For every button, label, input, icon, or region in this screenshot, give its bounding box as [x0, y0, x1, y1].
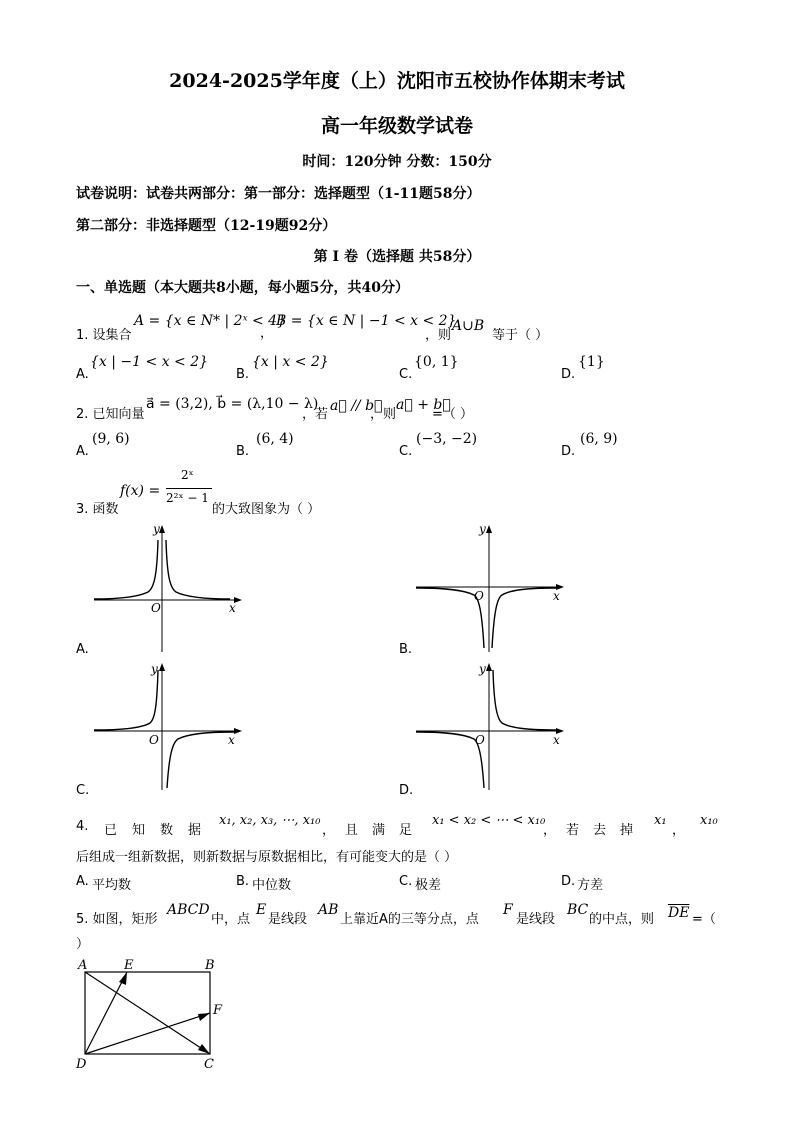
- q1-option-a-value: {x | −1 < x < 2}: [90, 354, 209, 370]
- q3-graph-b: [412, 520, 572, 655]
- q3-graph-b-x-label: x: [553, 589, 560, 603]
- q3-graph-d-right-branch: [493, 670, 557, 730]
- q3-graph-d-y-arrow: [486, 663, 492, 671]
- q5-label-b: B: [205, 958, 215, 973]
- q4-option-b-value: 中位数: [252, 878, 292, 893]
- q2-option-a-value: (9, 6): [92, 431, 130, 447]
- q3-graph-a-right-branch: [166, 540, 230, 599]
- q4-data-list: x₁, x₂, x₃, ⋯, x₁₀: [219, 813, 321, 828]
- q4-x10: x₁₀: [700, 813, 718, 828]
- q2-option-c-value: (−3, −2): [416, 431, 478, 447]
- q3-graph-a: [90, 520, 250, 655]
- q3-graph-b-y-label: y: [479, 522, 486, 536]
- q5-label-c: C: [204, 1057, 214, 1072]
- q2-option-b-value: (6, 4): [256, 431, 294, 447]
- q5-mid-1: 中，点: [211, 912, 251, 927]
- q4-option-a-value: 平均数: [92, 878, 132, 893]
- q5-label-a: A: [78, 958, 88, 973]
- q3-graph-d-left-branch: [416, 732, 484, 788]
- q3-graph-b-label: B.: [399, 642, 413, 657]
- exam-subtitle: 高一年级数学试卷: [320, 115, 473, 137]
- q2-prefix: 2. 已知向量: [76, 407, 145, 422]
- q3-suffix: 的大致图象为（ ）: [212, 502, 321, 517]
- q1-option-b-value: {x | x < 2}: [252, 354, 329, 370]
- q5-rectangle-figure: [74, 954, 234, 1074]
- q5-segment-bc: BC: [567, 902, 589, 918]
- q2-option-c-label: C.: [399, 444, 413, 459]
- q2-then: ，则: [370, 407, 397, 422]
- time-info: 时间：120分钟 分数：150分: [302, 154, 492, 170]
- q4-order-cond: x₁ < x₂ < ⋯ < x₁₀: [432, 813, 546, 828]
- q5-segment-df: [85, 1013, 210, 1054]
- q5-mid-3: 上靠近A的三等分点，点: [340, 912, 479, 927]
- q3-graph-a-left-branch: [94, 540, 158, 599]
- q1-option-c-value: {0, 1}: [414, 354, 459, 370]
- q5-mid-4: 是线段: [516, 912, 556, 927]
- q1-suffix: 等于（ ）: [492, 328, 549, 343]
- q1-prefix: 1. 设集合: [76, 328, 132, 343]
- q4-word-13: 掉: [620, 823, 634, 838]
- q1-then: ，则: [425, 328, 452, 343]
- q5-suffix: =（: [692, 912, 716, 927]
- q2-parallel-cond: a⃗ // b⃗: [330, 398, 383, 414]
- q5-label-e: E: [124, 958, 134, 973]
- q2-option-d-label: D.: [561, 444, 576, 459]
- q1-option-d-label: D.: [561, 367, 576, 382]
- q1-set-b: B = {x ∈ N | −1 < x < 2}: [276, 313, 457, 329]
- q1-comma: ，: [260, 326, 274, 341]
- q2-vectors: a⃗ = (3,2), b⃗ = (λ,10 − λ): [146, 396, 319, 412]
- q4-word-6: ，: [322, 823, 336, 838]
- q4-option-b-label: B.: [236, 874, 250, 889]
- q3-graph-a-origin: O: [151, 601, 161, 615]
- q3-graph-b-origin: O: [474, 589, 484, 603]
- q1-option-a-label: A.: [76, 367, 89, 382]
- q3-graph-b-y-arrow: [486, 525, 492, 533]
- q3-denominator: 2²ˣ − 1: [166, 491, 209, 505]
- q4-word-1: 4.: [76, 819, 89, 834]
- q3-graph-c-x-label: x: [228, 733, 235, 747]
- q3-graph-d-origin: O: [475, 733, 485, 747]
- section-one-heading: 一、单选题（本大题共8小题，每小题5分，共40分）: [76, 280, 409, 296]
- q4-x1: x₁: [654, 813, 667, 828]
- q4-word-11: 若: [566, 823, 580, 838]
- q5-arrowhead-c: [198, 1044, 210, 1054]
- q3-graph-d: [412, 660, 572, 795]
- q3-graph-a-y-arrow: [159, 525, 165, 533]
- q2-option-d-value: (6, 9): [580, 431, 618, 447]
- q5-label-d: D: [76, 1057, 87, 1072]
- q5-arrowhead-e: [119, 972, 127, 985]
- q5-arrowhead-f: [198, 1013, 210, 1021]
- q5-segment-ac: [85, 972, 210, 1054]
- q1-set-a: A = {x ∈ N* | 2ˣ < 4}: [134, 313, 286, 329]
- q3-graph-d-y-label: y: [479, 662, 486, 676]
- q5-line-2: ）: [76, 937, 90, 952]
- q4-word-8: 满: [372, 823, 386, 838]
- q2-sum-expr: a⃗ + b⃗: [396, 397, 451, 413]
- q5-point-f: F: [503, 902, 513, 918]
- q3-graph-d-label: D.: [399, 783, 414, 798]
- q5-rect-name: ABCD: [167, 902, 210, 918]
- q4-option-d-label: D.: [561, 874, 576, 889]
- q1-option-c-label: C.: [399, 367, 413, 382]
- exam-description-line2: 第二部分：非选择题型（12-19题92分）: [76, 218, 337, 234]
- q3-numerator: 2ˣ: [181, 468, 194, 482]
- q4-option-c-value: 极差: [415, 878, 442, 893]
- q3-graph-a-x-label: x: [229, 601, 236, 615]
- q5-segment-ab: AB: [318, 902, 339, 918]
- q3-graph-b-right-branch: [492, 588, 557, 648]
- q3-graph-c-label: C.: [76, 783, 90, 798]
- q3-graph-a-y-label: y: [153, 522, 160, 536]
- q5-mid-5: 的中点，则: [589, 912, 655, 927]
- q4-word-9: 足: [399, 823, 413, 838]
- q2-suffix: =（ ）: [432, 407, 474, 422]
- q4-option-d-value: 方差: [577, 878, 604, 893]
- q3-graph-c-y-label: y: [151, 662, 158, 676]
- q5-mid-2: 是线段: [268, 912, 308, 927]
- q3-graph-c: [90, 660, 250, 795]
- q4-word-2: 已: [104, 823, 118, 838]
- q3-graph-a-label: A.: [76, 642, 89, 657]
- q3-graph-d-x-label: x: [553, 733, 560, 747]
- q3-fx: f(x) =: [120, 483, 161, 499]
- q4-option-a-label: A.: [76, 874, 89, 889]
- q4-word-3: 知: [132, 823, 146, 838]
- q3-graph-c-origin: O: [149, 733, 159, 747]
- q5-vector-de: $\overline{DE}$: [668, 905, 690, 921]
- q3-fraction-bar: [166, 488, 212, 489]
- exam-description-line1: 试卷说明：试卷共两部分：第一部分：选择题型（1-11题58分）: [76, 186, 481, 202]
- q5-point-e: E: [256, 902, 267, 918]
- part-one-heading: 第 I 卷（选择题 共58分）: [313, 249, 481, 265]
- q3-graph-c-right-branch: [167, 732, 235, 788]
- q3-prefix: 3. 函数: [76, 502, 119, 517]
- q4-word-7: 且: [345, 823, 359, 838]
- q4-word-12: 去: [593, 823, 607, 838]
- q2-option-a-label: A.: [76, 444, 89, 459]
- q2-option-b-label: B.: [236, 444, 250, 459]
- exam-title: 2024-2025学年度（上）沈阳市五校协作体期末考试: [169, 70, 625, 92]
- q1-option-d-value: {1}: [578, 354, 605, 370]
- q1-union-expr: A∪B: [452, 318, 485, 334]
- q4-line-2: 后组成一组新数据，则新数据与原数据相比，有可能变大的是（ ）: [76, 850, 458, 865]
- q4-option-c-label: C.: [399, 874, 413, 889]
- q5-label-f: F: [213, 1003, 223, 1018]
- q4-word-4: 数: [160, 823, 174, 838]
- q4-comma: ，: [672, 823, 686, 838]
- q4-word-5: 据: [188, 823, 202, 838]
- q3-graph-c-left-branch: [94, 670, 158, 730]
- q3-graph-c-x-arrow: [234, 728, 242, 734]
- q1-option-b-label: B.: [236, 367, 250, 382]
- q2-if: ，若: [302, 407, 329, 422]
- q4-word-10: ，: [543, 823, 557, 838]
- q3-graph-c-y-arrow: [159, 663, 165, 671]
- q5-prefix: 5. 如图，矩形: [76, 912, 158, 927]
